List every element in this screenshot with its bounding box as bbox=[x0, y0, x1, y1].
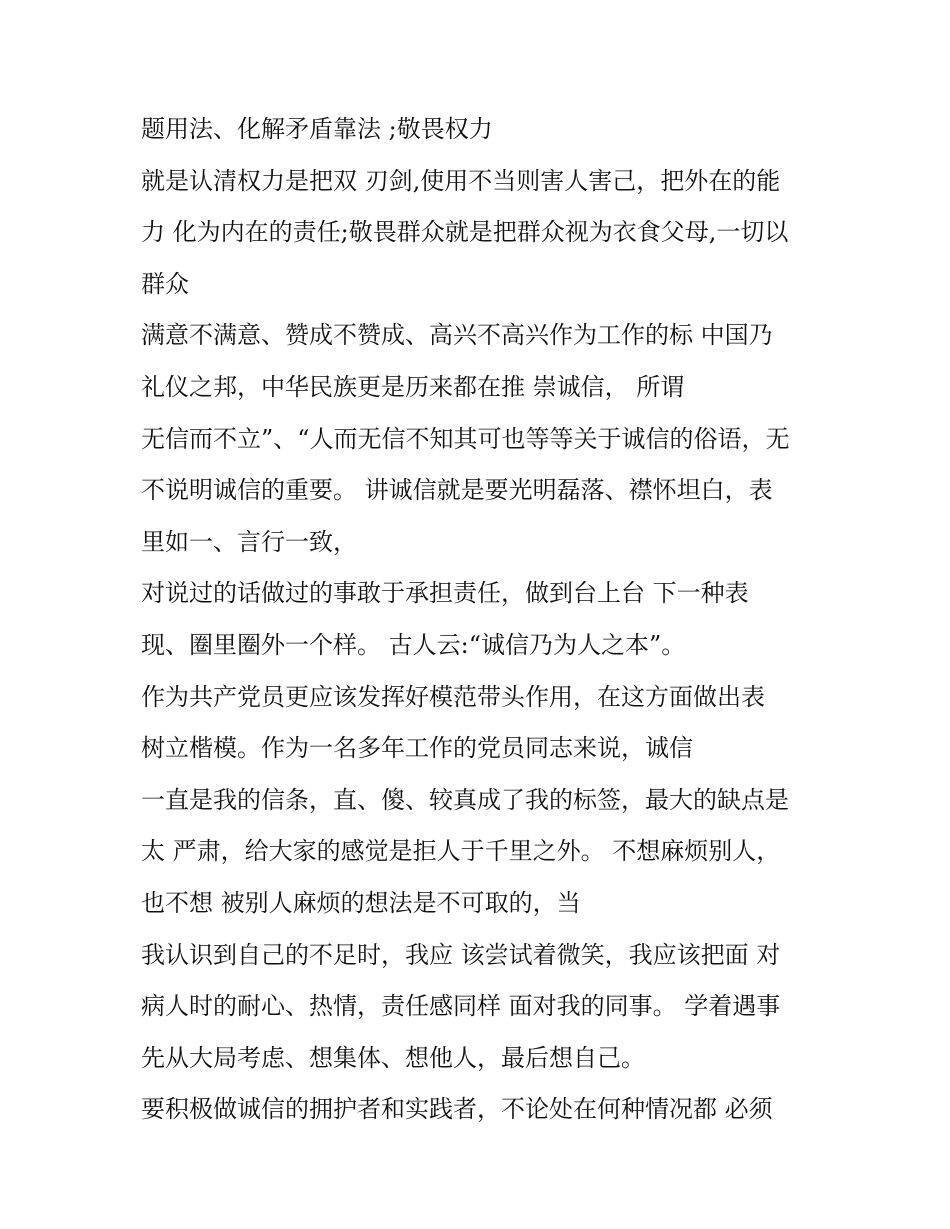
text-line: 一直是我的信条，直、傻、较真成了我的标签，最大的缺点是 bbox=[141, 785, 789, 814]
text-line: 无信而不立”、“人而无信不知其可也等等关于诚信的俗语，无 bbox=[141, 424, 790, 453]
text-line: 树立楷模。作为一名多年工作的党员同志来说，诚信 bbox=[141, 734, 693, 763]
text-line: 就是认清权力是把双 刃剑,使用不当则害人害己，把外在的能 bbox=[141, 166, 781, 195]
text-line: 太 严肃，给大家的感觉是拒人于千里之外。 不想麻烦别人， bbox=[141, 837, 781, 866]
text-line: 对说过的话做过的事敢于承担责任，做到台上台 下一种表 bbox=[141, 579, 749, 608]
text-line: 不说明诚信的重要。 讲诚信就是要光明磊落、襟怀坦白，表 bbox=[141, 476, 773, 505]
text-line: 我认识到自己的不足时，我应 该尝试着微笑，我应该把面 对 bbox=[141, 940, 781, 969]
text-line: 礼仪之邦，中华民族更是历来都在推 崇诚信， 所谓 bbox=[141, 372, 685, 401]
text-line: 作为共产党员更应该发挥好模范带头作用，在这方面做出表 bbox=[141, 682, 765, 711]
text-line: 满意不满意、赞成不赞成、高兴不高兴作为工作的标 中国乃 bbox=[141, 321, 773, 350]
text-line: 题用法、化解矛盾靠法 ;敬畏权力 bbox=[141, 115, 493, 143]
text-line: 先从大局考虑、想集体、想他人，最后想自己。 bbox=[141, 1043, 645, 1072]
text-line: 也不想 被别人麻烦的想法是不可取的，当 bbox=[141, 888, 581, 917]
text-line: 群众 bbox=[141, 269, 189, 298]
text-line: 病人时的耐心、热情，责任感同样 面对我的同事。 学着遇事 bbox=[141, 992, 781, 1021]
text-line: 里如一、言行一致， bbox=[141, 527, 357, 556]
text-line: 要积极做诚信的拥护者和实践者，不论处在何种情况都 必须 bbox=[141, 1095, 773, 1124]
text-line: 力 化为内在的责任;敬畏群众就是把群众视为衣食父母,一切以 bbox=[141, 218, 789, 247]
body-text bbox=[141, 109, 841, 1141]
text-line: 现、圈里圈外一个样。 古人云:“诚信乃为人之本”。 bbox=[141, 630, 686, 659]
